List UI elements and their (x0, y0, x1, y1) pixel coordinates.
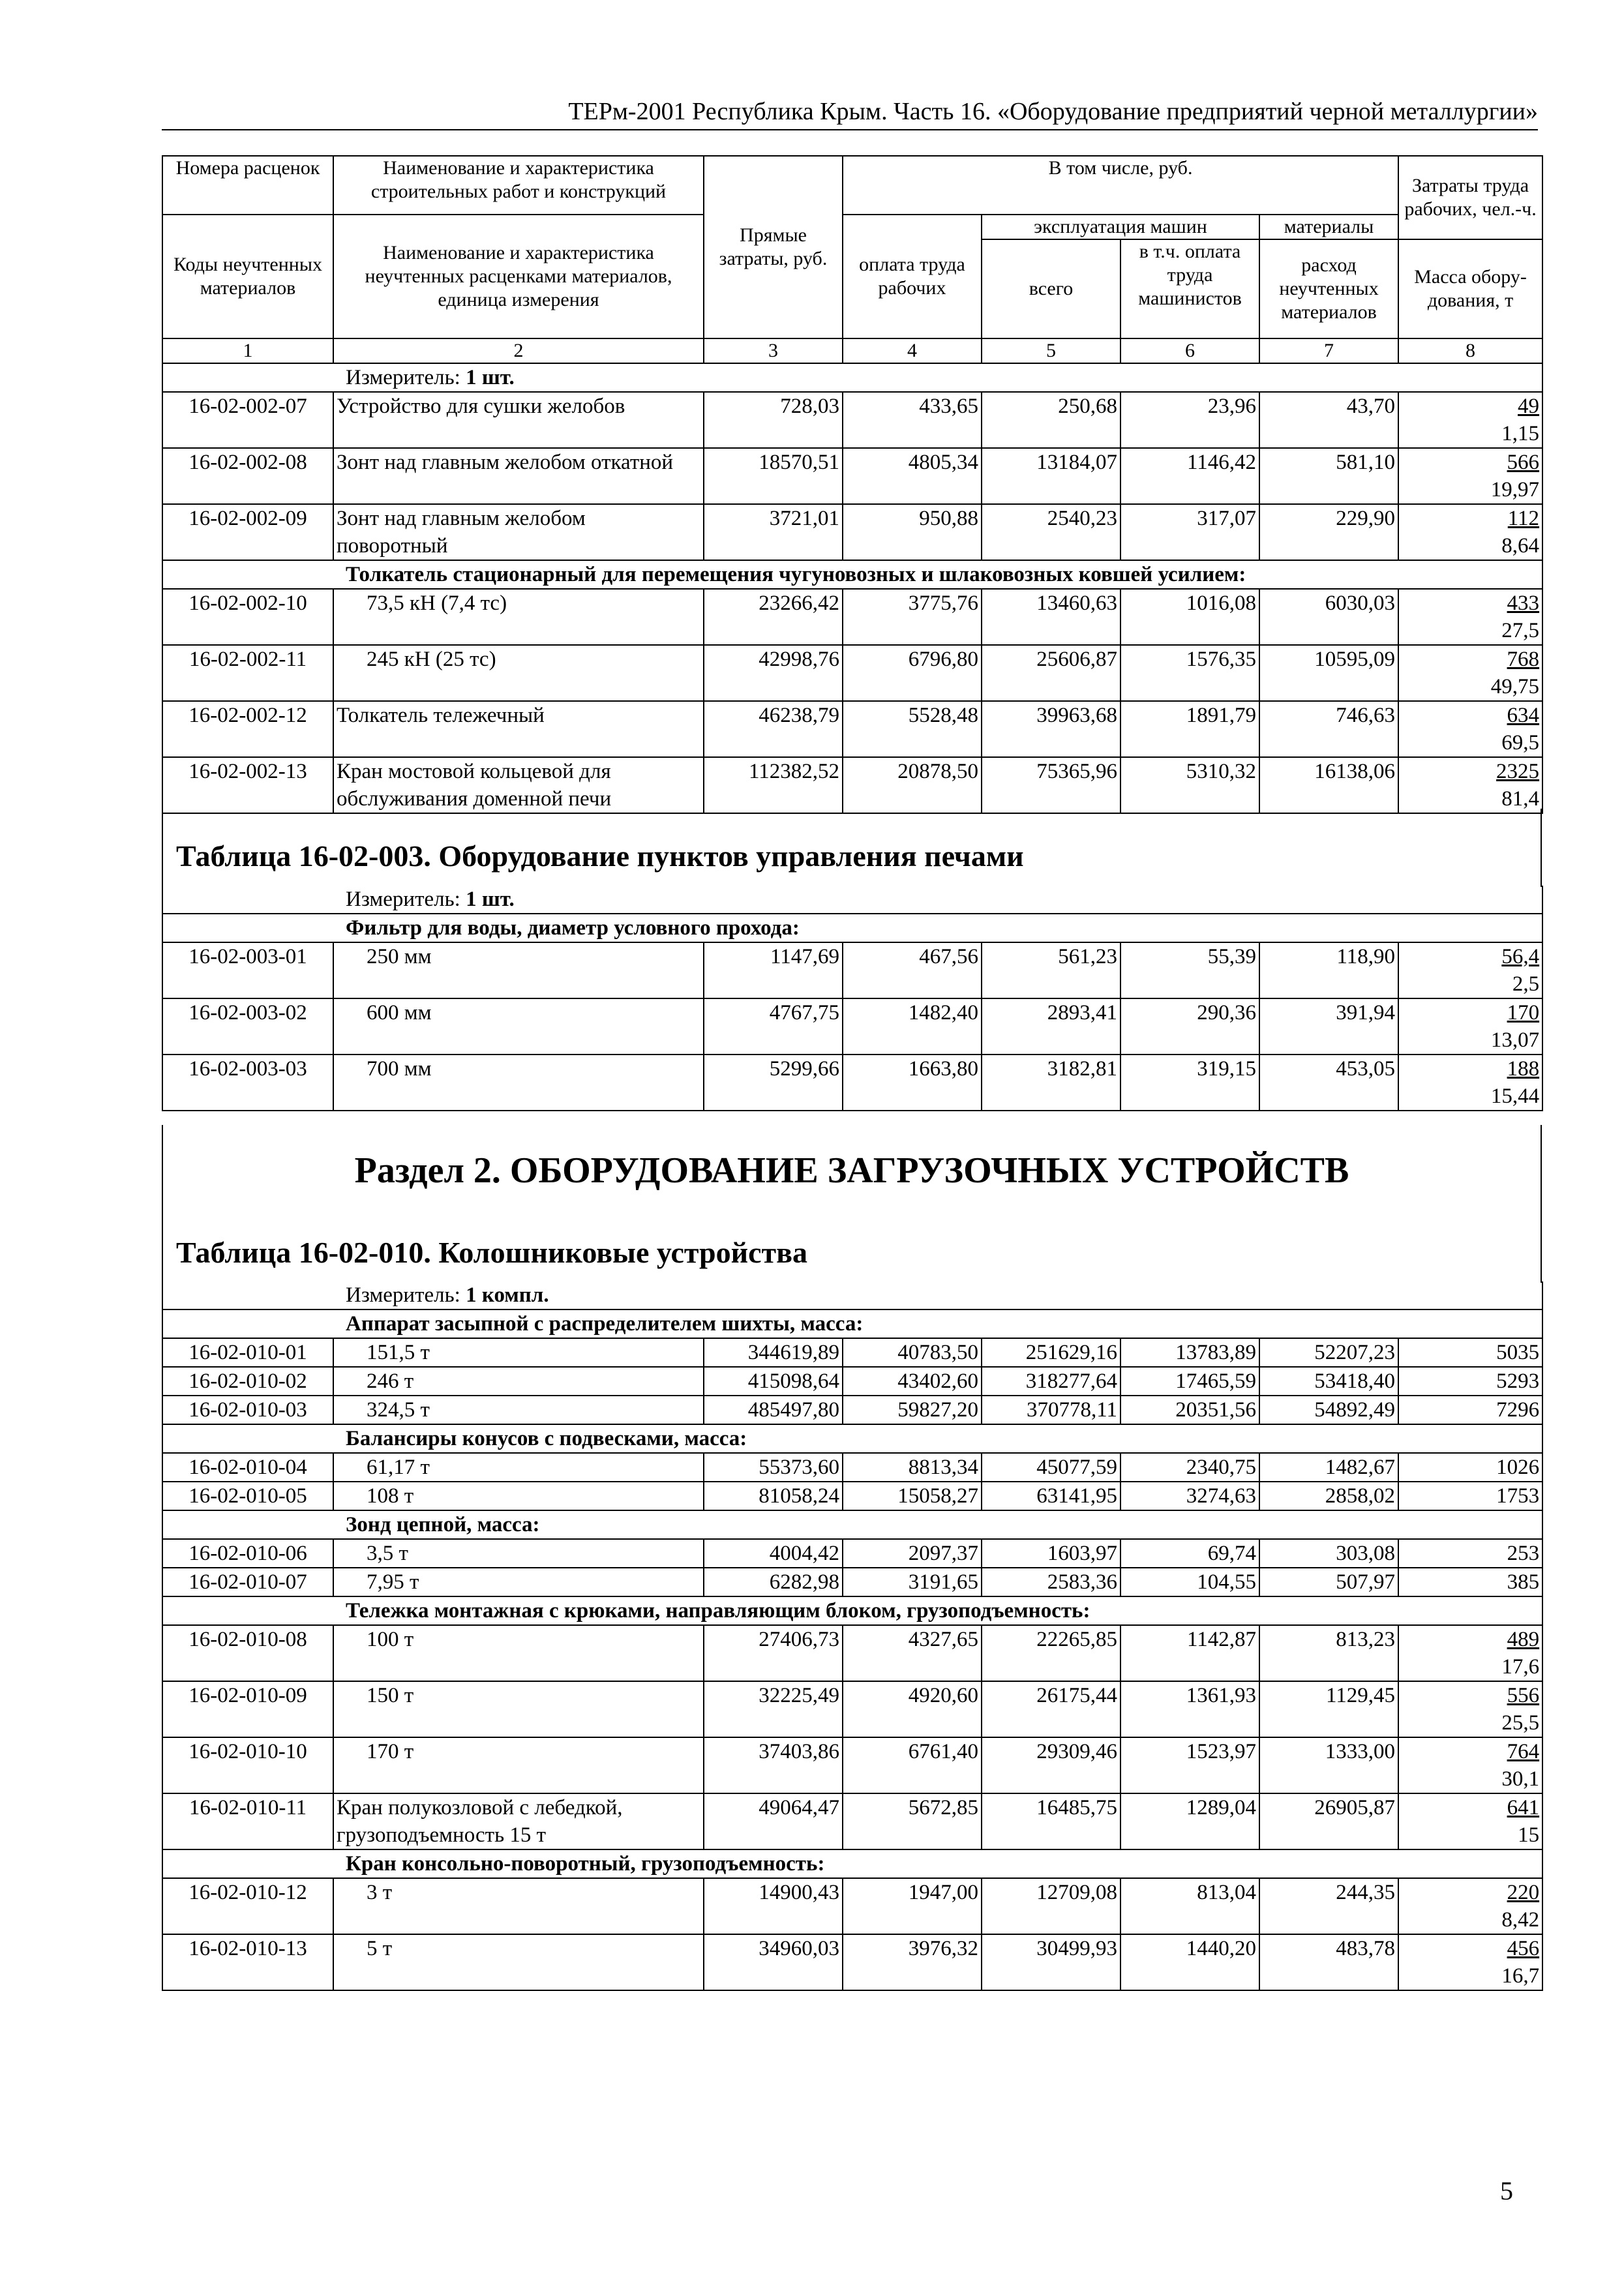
measure-row: Измеритель: 1 шт. (162, 886, 1542, 914)
value-v4: 433,65 (843, 392, 982, 448)
labor-value: 768 (1507, 648, 1540, 671)
group-heading: Фильтр для воды, диаметр условного прохода: (162, 914, 1542, 942)
value-v5: 2893,41 (982, 998, 1120, 1055)
value-v7: 6030,03 (1259, 589, 1398, 645)
col-head-8b: Масса обору-дования, т (1398, 239, 1542, 338)
group-heading: Балансиры конусов с подвесками, масса: (162, 1424, 1542, 1453)
value-v5: 250,68 (982, 392, 1120, 448)
value-v3: 4767,75 (704, 998, 843, 1055)
rates-table-3 (162, 1281, 1543, 1991)
mass-value: 81,4 (1501, 787, 1540, 811)
value-v4: 20878,50 (843, 757, 982, 813)
col-num-4: 4 (843, 338, 982, 363)
col-num-5: 5 (982, 338, 1120, 363)
col-head-incl: В том числе, руб. (843, 156, 1398, 215)
value-v7: 1333,00 (1259, 1737, 1398, 1793)
rate-name: 7,95 т (333, 1568, 704, 1596)
value-v7: 507,97 (1259, 1568, 1398, 1596)
value-v3: 23266,42 (704, 589, 843, 645)
col-num-8: 8 (1398, 338, 1542, 363)
rate-name: Зонт над главным желобом поворотный (333, 504, 704, 560)
value-v5: 370778,11 (982, 1396, 1120, 1424)
labor-value: 49 (1518, 395, 1540, 418)
value-v4: 8813,34 (843, 1453, 982, 1482)
value-v5: 75365,96 (982, 757, 1120, 813)
mass-value: 2,5 (1512, 972, 1540, 996)
labor-value: 764 (1507, 1740, 1540, 1763)
table-row (162, 1396, 1542, 1424)
measure-row: Измеритель: 1 шт. (162, 363, 1542, 392)
table-row (162, 589, 1542, 645)
table-row (162, 757, 1542, 813)
mass-value: 15,44 (1490, 1085, 1540, 1108)
col-head-1a: Номера расценок (162, 156, 333, 215)
mass-value: 49,75 (1490, 675, 1540, 698)
table-row (162, 645, 1542, 701)
table-row (162, 1055, 1542, 1111)
value-v7: 1482,67 (1259, 1453, 1398, 1482)
labor-value: 56,4 (1501, 945, 1540, 968)
rate-code: 16-02-010-04 (162, 1453, 333, 1482)
value-v6: 55,39 (1120, 942, 1259, 998)
value-v8: 1753 (1398, 1482, 1542, 1510)
value-v7: 581,10 (1259, 448, 1398, 504)
labor-value: 489 (1507, 1628, 1540, 1651)
value-v7: 43,70 (1259, 392, 1398, 448)
value-v6: 1146,42 (1120, 448, 1259, 504)
rate-code: 16-02-002-12 (162, 701, 333, 757)
value-v6: 69,74 (1120, 1539, 1259, 1568)
rate-name: Кран мостовой кольцевой для обслуживания доменной печи (333, 757, 704, 813)
labor-mass-cell (1398, 392, 1542, 448)
value-v6: 1142,87 (1120, 1625, 1259, 1681)
value-v4: 3191,65 (843, 1568, 982, 1596)
value-v4: 6796,80 (843, 645, 982, 701)
labor-value: 112 (1507, 507, 1540, 530)
labor-mass-cell (1398, 1737, 1542, 1793)
value-v3: 5299,66 (704, 1055, 843, 1111)
col-head-mat: материалы (1259, 215, 1398, 239)
rates-table-1 (162, 155, 1543, 814)
value-v4: 40783,50 (843, 1338, 982, 1367)
labor-mass-cell (1398, 1878, 1542, 1934)
rate-code: 16-02-002-09 (162, 504, 333, 560)
value-v6: 2340,75 (1120, 1453, 1259, 1482)
value-v4: 3775,76 (843, 589, 982, 645)
value-v3: 112382,52 (704, 757, 843, 813)
value-v3: 42998,76 (704, 645, 843, 701)
group-row (162, 1309, 1542, 1338)
group-heading: Тележка монтажная с крюками, направляющим блоком, грузоподъемность: (162, 1596, 1542, 1625)
col-head-1b: Коды неучтенных материалов (162, 215, 333, 338)
value-v6: 1523,97 (1120, 1737, 1259, 1793)
rate-code: 16-02-003-03 (162, 1055, 333, 1111)
mass-value: 13,07 (1490, 1028, 1540, 1052)
value-v3: 49064,47 (704, 1793, 843, 1849)
value-v8: 5293 (1398, 1367, 1542, 1396)
value-v3: 344619,89 (704, 1338, 843, 1367)
labor-mass-cell (1398, 1793, 1542, 1849)
value-v7: 303,08 (1259, 1539, 1398, 1568)
group-heading: Аппарат засыпной с распределителем шихты, масса: (162, 1309, 1542, 1338)
value-v5: 561,23 (982, 942, 1120, 998)
value-v3: 4004,42 (704, 1539, 843, 1568)
value-v3: 3721,01 (704, 504, 843, 560)
rate-name: 3 т (333, 1878, 704, 1934)
table-row (162, 504, 1542, 560)
col-head-2a: Наименование и характеристика строительных работ и конструкций (333, 156, 704, 215)
value-v7: 244,35 (1259, 1878, 1398, 1934)
rate-code: 16-02-010-07 (162, 1568, 333, 1596)
rate-name: 150 т (333, 1681, 704, 1737)
labor-mass-cell (1398, 645, 1542, 701)
rate-code: 16-02-002-13 (162, 757, 333, 813)
group-row (162, 1849, 1542, 1878)
labor-mass-cell (1398, 504, 1542, 560)
value-v5: 251629,16 (982, 1338, 1120, 1367)
table-row (162, 998, 1542, 1055)
labor-mass-cell (1398, 1055, 1542, 1111)
value-v7: 813,23 (1259, 1625, 1398, 1681)
table-row (162, 1539, 1542, 1568)
value-v4: 15058,27 (843, 1482, 982, 1510)
value-v4: 1947,00 (843, 1878, 982, 1934)
value-v3: 1147,69 (704, 942, 843, 998)
value-v3: 728,03 (704, 392, 843, 448)
value-v6: 104,55 (1120, 1568, 1259, 1596)
value-v3: 415098,64 (704, 1367, 843, 1396)
col-head-7: расход неучтенных материалов (1259, 239, 1398, 338)
mass-value: 1,15 (1501, 422, 1540, 445)
value-v4: 4920,60 (843, 1681, 982, 1737)
value-v8: 7296 (1398, 1396, 1542, 1424)
value-v6: 1440,20 (1120, 1934, 1259, 1990)
value-v5: 12709,08 (982, 1878, 1120, 1934)
table-row (162, 392, 1542, 448)
value-v4: 2097,37 (843, 1539, 982, 1568)
mass-value: 19,97 (1490, 478, 1540, 501)
col-head-5: всего (982, 239, 1120, 338)
value-v7: 52207,23 (1259, 1338, 1398, 1367)
value-v7: 391,94 (1259, 998, 1398, 1055)
labor-value: 556 (1507, 1684, 1540, 1707)
value-v8: 253 (1398, 1539, 1542, 1568)
group-heading: Кран консольно-поворотный, грузоподъемность: (162, 1849, 1542, 1878)
rate-code: 16-02-002-08 (162, 448, 333, 504)
table-row (162, 1453, 1542, 1482)
value-v6: 290,36 (1120, 998, 1259, 1055)
value-v5: 2540,23 (982, 504, 1120, 560)
mass-value: 25,5 (1501, 1711, 1540, 1735)
labor-mass-cell (1398, 589, 1542, 645)
value-v5: 25606,87 (982, 645, 1120, 701)
value-v5: 13184,07 (982, 448, 1120, 504)
rate-name: 600 мм (333, 998, 704, 1055)
table-row (162, 1934, 1542, 1990)
col-num-7: 7 (1259, 338, 1398, 363)
value-v8: 385 (1398, 1568, 1542, 1596)
rate-name: 245 кН (25 тс) (333, 645, 704, 701)
value-v4: 1482,40 (843, 998, 982, 1055)
mass-value: 16,7 (1501, 1964, 1540, 1988)
frame (162, 809, 1542, 887)
col-num-2: 2 (333, 338, 704, 363)
labor-value: 456 (1507, 1937, 1540, 1960)
value-v3: 34960,03 (704, 1934, 843, 1990)
labor-mass-cell (1398, 1625, 1542, 1681)
value-v3: 55373,60 (704, 1453, 843, 1482)
value-v6: 1891,79 (1120, 701, 1259, 757)
value-v5: 2583,36 (982, 1568, 1120, 1596)
labor-mass-cell (1398, 998, 1542, 1055)
rate-name: Устройство для сушки желобов (333, 392, 704, 448)
labor-mass-cell (1398, 1934, 1542, 1990)
value-v6: 13783,89 (1120, 1338, 1259, 1367)
value-v6: 17465,59 (1120, 1367, 1259, 1396)
labor-mass-cell (1398, 701, 1542, 757)
value-v4: 467,56 (843, 942, 982, 998)
value-v5: 29309,46 (982, 1737, 1120, 1793)
measure-row: Измеритель: 1 компл. (162, 1281, 1542, 1309)
rates-table-2 (162, 886, 1543, 1111)
labor-value: 634 (1507, 704, 1540, 727)
rate-name: 246 т (333, 1367, 704, 1396)
rate-code: 16-02-010-06 (162, 1539, 333, 1568)
value-v5: 13460,63 (982, 589, 1120, 645)
group-heading: Толкатель стационарный для перемещения чугуновозных и шлаковозных ковшей усилием: (162, 560, 1542, 589)
value-v4: 5672,85 (843, 1793, 982, 1849)
labor-value: 170 (1507, 1001, 1540, 1025)
col-head-3: Прямые затраты, руб. (704, 156, 843, 338)
value-v7: 483,78 (1259, 1934, 1398, 1990)
value-v6: 1289,04 (1120, 1793, 1259, 1849)
rate-code: 16-02-003-01 (162, 942, 333, 998)
mass-value: 27,5 (1501, 619, 1540, 642)
table-title-16-02-010: Таблица 16-02-010. Колошниковые устройства (176, 1236, 807, 1269)
value-v5: 22265,85 (982, 1625, 1120, 1681)
value-v6: 813,04 (1120, 1878, 1259, 1934)
rate-code: 16-02-010-13 (162, 1934, 333, 1990)
value-v3: 27406,73 (704, 1625, 843, 1681)
value-v4: 5528,48 (843, 701, 982, 757)
col-num-6: 6 (1120, 338, 1259, 363)
table-row (162, 942, 1542, 998)
rate-code: 16-02-010-01 (162, 1338, 333, 1367)
rate-code: 16-02-010-09 (162, 1681, 333, 1737)
col-head-mach: эксплуатация машин (982, 215, 1259, 239)
value-v3: 46238,79 (704, 701, 843, 757)
table-row (162, 1568, 1542, 1596)
labor-mass-cell (1398, 448, 1542, 504)
rate-code: 16-02-010-10 (162, 1737, 333, 1793)
value-v6: 317,07 (1120, 504, 1259, 560)
rate-name: Зонт над главным желобом откатной (333, 448, 704, 504)
table-row (162, 1625, 1542, 1681)
rate-code: 16-02-010-12 (162, 1878, 333, 1934)
rate-name: Толкатель тележечный (333, 701, 704, 757)
mass-value: 8,64 (1501, 534, 1540, 558)
value-v5: 63141,95 (982, 1482, 1120, 1510)
value-v6: 1016,08 (1120, 589, 1259, 645)
rate-code: 16-02-003-02 (162, 998, 333, 1055)
rate-code: 16-02-010-03 (162, 1396, 333, 1424)
value-v8: 5035 (1398, 1338, 1542, 1367)
labor-value: 566 (1507, 451, 1540, 474)
value-v8: 1026 (1398, 1453, 1542, 1482)
table-row (162, 1681, 1542, 1737)
rate-code: 16-02-002-11 (162, 645, 333, 701)
col-head-2b: Наименование и характеристика неучтенных расценками материалов, единица измерения (333, 215, 704, 338)
group-row (162, 1424, 1542, 1453)
value-v5: 26175,44 (982, 1681, 1120, 1737)
rate-code: 16-02-002-07 (162, 392, 333, 448)
rate-name: 250 мм (333, 942, 704, 998)
table-row (162, 1338, 1542, 1367)
col-num-1: 1 (162, 338, 333, 363)
value-v7: 118,90 (1259, 942, 1398, 998)
table-row (162, 448, 1542, 504)
labor-mass-cell (1398, 757, 1542, 813)
value-v6: 5310,32 (1120, 757, 1259, 813)
value-v6: 23,96 (1120, 392, 1259, 448)
rate-name: 324,5 т (333, 1396, 704, 1424)
value-v3: 81058,24 (704, 1482, 843, 1510)
value-v4: 6761,40 (843, 1737, 982, 1793)
table-title-16-02-003: Таблица 16-02-003. Оборудование пунктов управления печами (176, 839, 1024, 873)
section-heading: Раздел 2. ОБОРУДОВАНИЕ ЗАГРУЗОЧНЫХ УСТРОЙСТВ (354, 1150, 1349, 1191)
labor-value: 641 (1507, 1796, 1540, 1819)
value-v7: 746,63 (1259, 701, 1398, 757)
value-v5: 39963,68 (982, 701, 1120, 757)
frame (162, 1125, 1542, 1283)
value-v7: 10595,09 (1259, 645, 1398, 701)
table-row (162, 1737, 1542, 1793)
table-row (162, 1482, 1542, 1510)
labor-value: 433 (1507, 591, 1540, 615)
labor-value: 188 (1507, 1057, 1540, 1081)
rate-name: 100 т (333, 1625, 704, 1681)
rate-name: 108 т (333, 1482, 704, 1510)
rate-code: 16-02-002-10 (162, 589, 333, 645)
value-v4: 950,88 (843, 504, 982, 560)
labor-value: 2325 (1496, 760, 1540, 783)
running-header: ТЕРм-2001 Республика Крым. Часть 16. «Оборудование предприятий черной металлургии» (162, 97, 1538, 130)
group-row (162, 1510, 1542, 1539)
rate-code: 16-02-010-08 (162, 1625, 333, 1681)
table-row (162, 1367, 1542, 1396)
value-v7: 2858,02 (1259, 1482, 1398, 1510)
value-v7: 453,05 (1259, 1055, 1398, 1111)
labor-value: 220 (1507, 1881, 1540, 1904)
rate-name: 5 т (333, 1934, 704, 1990)
col-head-8a: Затраты труда рабочих, чел.-ч. (1398, 156, 1542, 239)
table-row (162, 1878, 1542, 1934)
value-v7: 26905,87 (1259, 1793, 1398, 1849)
value-v4: 1663,80 (843, 1055, 982, 1111)
value-v7: 54892,49 (1259, 1396, 1398, 1424)
value-v6: 1361,93 (1120, 1681, 1259, 1737)
value-v6: 1576,35 (1120, 645, 1259, 701)
value-v6: 319,15 (1120, 1055, 1259, 1111)
value-v4: 3976,32 (843, 1934, 982, 1990)
rate-code: 16-02-010-05 (162, 1482, 333, 1510)
labor-mass-cell (1398, 942, 1542, 998)
value-v4: 59827,20 (843, 1396, 982, 1424)
group-heading: Зонд цепной, масса: (162, 1510, 1542, 1539)
value-v7: 16138,06 (1259, 757, 1398, 813)
mass-value: 15 (1518, 1823, 1540, 1847)
rate-name: 151,5 т (333, 1338, 704, 1367)
table-row (162, 701, 1542, 757)
table-row (162, 1793, 1542, 1849)
value-v7: 53418,40 (1259, 1367, 1398, 1396)
value-v5: 3182,81 (982, 1055, 1120, 1111)
mass-value: 17,6 (1501, 1655, 1540, 1679)
value-v5: 16485,75 (982, 1793, 1120, 1849)
value-v3: 14900,43 (704, 1878, 843, 1934)
rate-name: Кран полукозловой с лебедкой, грузоподъемность 15 т (333, 1793, 704, 1849)
rate-name: 700 мм (333, 1055, 704, 1111)
rate-name: 170 т (333, 1737, 704, 1793)
page-number: 5 (1500, 2176, 1513, 2206)
value-v7: 229,90 (1259, 504, 1398, 560)
mass-value: 8,42 (1501, 1908, 1540, 1932)
rate-code: 16-02-010-02 (162, 1367, 333, 1396)
group-row (162, 1596, 1542, 1625)
value-v3: 32225,49 (704, 1681, 843, 1737)
value-v5: 1603,97 (982, 1539, 1120, 1568)
labor-mass-cell (1398, 1681, 1542, 1737)
mass-value: 69,5 (1501, 731, 1540, 755)
value-v6: 3274,63 (1120, 1482, 1259, 1510)
col-head-6: в т.ч. оплата труда машинистов (1120, 239, 1259, 338)
value-v5: 30499,93 (982, 1934, 1120, 1990)
rate-name: 73,5 кН (7,4 тс) (333, 589, 704, 645)
value-v4: 4805,34 (843, 448, 982, 504)
rate-name: 61,17 т (333, 1453, 704, 1482)
value-v4: 4327,65 (843, 1625, 982, 1681)
value-v3: 18570,51 (704, 448, 843, 504)
value-v3: 37403,86 (704, 1737, 843, 1793)
mass-value: 30,1 (1501, 1767, 1540, 1791)
value-v4: 43402,60 (843, 1367, 982, 1396)
value-v6: 20351,56 (1120, 1396, 1259, 1424)
col-num-3: 3 (704, 338, 843, 363)
value-v5: 45077,59 (982, 1453, 1120, 1482)
rate-code: 16-02-010-11 (162, 1793, 333, 1849)
value-v3: 485497,80 (704, 1396, 843, 1424)
rate-name: 3,5 т (333, 1539, 704, 1568)
value-v7: 1129,45 (1259, 1681, 1398, 1737)
value-v5: 318277,64 (982, 1367, 1120, 1396)
col-head-4: оплата труда рабочих (843, 215, 982, 338)
value-v3: 6282,98 (704, 1568, 843, 1596)
